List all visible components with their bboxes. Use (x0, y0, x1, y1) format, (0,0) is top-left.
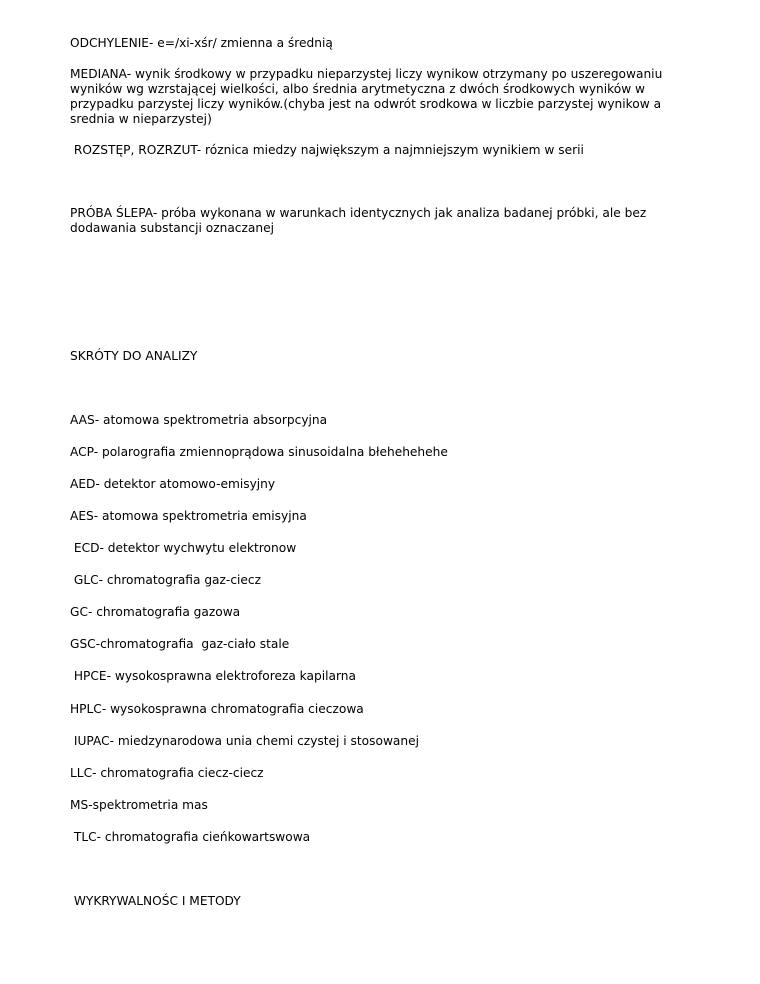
abbreviation-item: HPLC- wysokosprawna chromatografia cieczowa (70, 702, 364, 716)
definition-rozstep: ROZSTĘP, ROZRZUT- róznica miedzy największym a najmniejszym wynikiem w serii (70, 143, 584, 157)
proba-slepa-line: PRÓBA ŚLEPA- próba wykonana w warunkach identycznych jak analiza badanej próbki, ale bez (70, 206, 647, 220)
mediana-line: MEDIANA- wynik środkowy w przypadku nieparzystej liczy wynikow otrzymany po uszeregowaniu (70, 67, 663, 81)
mediana-line: wyników wg wzrstającej wielkości, albo średnia arytmetyczna z dwóch środkowych wyników w (70, 82, 646, 96)
abbreviation-item: ACP- polarografia zmiennoprądowa sinusoidalna błehehehehe (70, 445, 448, 459)
abbreviation-item: LLC- chromatografia ciecz-ciecz (70, 766, 264, 780)
abbreviation-item: ECD- detektor wychwytu elektronow (70, 541, 297, 555)
abbreviation-item: IUPAC- miedzynarodowa unia chemi czystej i stosowanej (70, 734, 419, 748)
abbreviation-item: HPCE- wysokosprawna elektroforeza kapilarna (70, 669, 356, 683)
abbreviation-item: GLC- chromatografia gaz-ciecz (70, 573, 262, 587)
abbreviation-item: AAS- atomowa spektrometria absorpcyjna (70, 413, 328, 427)
abbreviation-item: AES- atomowa spektrometria emisyjna (70, 509, 307, 523)
abbreviation-item: GC- chromatografia gazowa (70, 605, 241, 619)
mediana-line: srednia w nieparzystej) (70, 112, 212, 126)
abbreviation-item: GSC-chromatografia gaz-ciało stale (70, 637, 290, 651)
detection-heading: WYKRYWALNOŚC I METODY (70, 894, 241, 908)
abbreviation-item: TLC- chromatografia cieńkowartswowa (70, 830, 311, 844)
abbreviation-item: AED- detektor atomowo-emisyjny (70, 477, 276, 491)
definition-odchylenie: ODCHYLENIE- e=/xi-xśr/ zmienna a średnią (70, 36, 333, 50)
proba-slepa-line: dodawania substancji oznaczanej (70, 221, 274, 235)
abbreviation-item: MS-spektrometria mas (70, 798, 208, 812)
abbreviations-heading: SKRÓTY DO ANALIZY (70, 349, 198, 363)
mediana-line: przypadku parzystej liczy wyników.(chyba jest na odwrót srodkowa w liczbie parzystej wynikow a (70, 97, 662, 111)
